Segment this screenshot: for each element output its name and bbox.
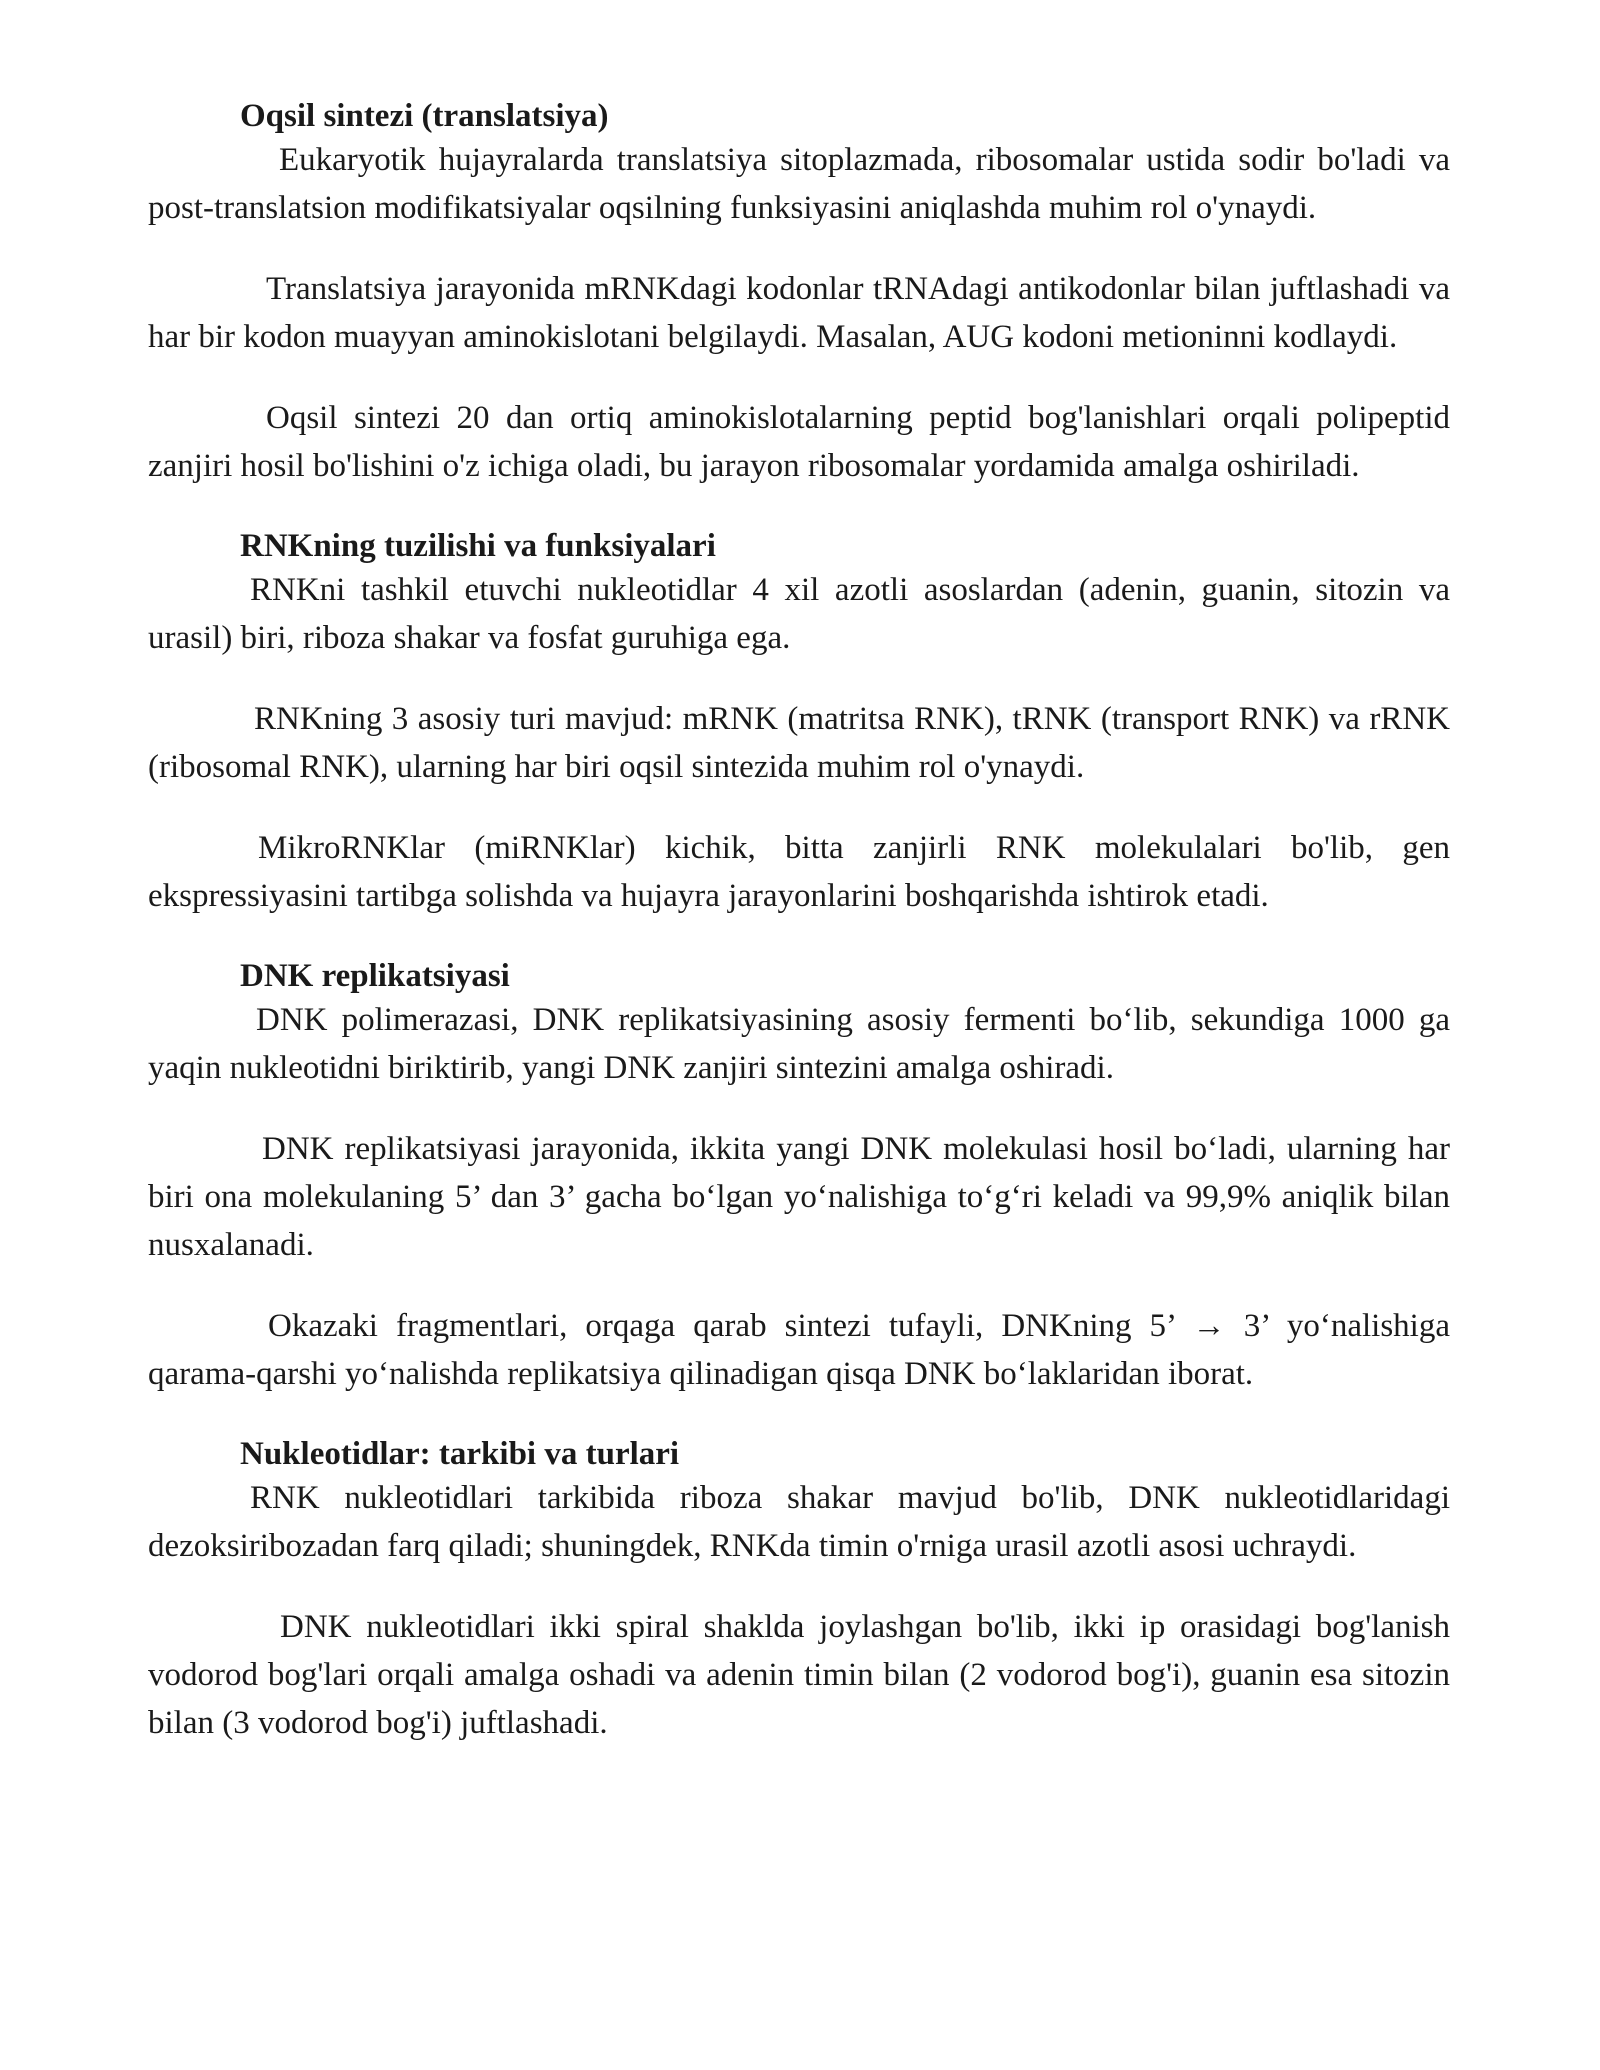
- section-heading: RNKning tuzilishi va funksiyalari: [240, 528, 716, 564]
- paragraph: Translatsiya jarayonida mRNKdagi kodonlar tRNAdagi antikodonlar bilan juftlashadi va har bir kodon muayyan aminokislotani belgilaydi. Masalan, AUG kodoni metioninni kodlaydi.: [148, 271, 1450, 355]
- paragraph: Eukaryotik hujayralarda translatsiya sitoplazmada, ribosomalar ustida sodir bo'ladi va post-translatsion modifikatsiyalar oqsilning funksiyasini aniqlashda muhim rol o'ynaydi.: [148, 142, 1450, 226]
- paragraph: RNKni tashkil etuvchi nukleotidlar 4 xil azotli asoslardan (adenin, guanin, sitozin va urasil) biri, riboza shakar va fosfat guruhiga ega.: [148, 572, 1450, 656]
- section-heading: DNK replikatsiyasi: [240, 958, 510, 994]
- section-translation: [148, 96, 1450, 490]
- paragraph: RNK nukleotidlari tarkibida riboza shakar mavjud bo'lib, DNK nukleotidlaridagi dezoksiribozadan farq qiladi; shuningdek, RNKda timin o'rniga urasil azotli asosi uchraydi.: [148, 1480, 1450, 1564]
- paragraph: Oqsil sintezi 20 dan ortiq aminokislotalarning peptid bog'lanishlari orqali polipeptid zanjiri hosil bo'lishini o'z ichiga oladi, bu jarayon ribosomalar yordamida amalga oshiriladi.: [148, 400, 1450, 484]
- section-heading: Oqsil sintezi (translatsiya): [240, 98, 609, 134]
- paragraph: RNKning 3 asosiy turi mavjud: mRNK (matritsa RNK), tRNK (transport RNK) va rRNK (ribosomal RNK), ularning har biri oqsil sintezida muhim rol o'ynaydi.: [148, 701, 1450, 785]
- paragraph: DNK polimerazasi, DNK replikatsiyasining asosiy fermenti boʻlib, sekundiga 1000 ga yaqin nukleotidni biriktirib, yangi DNK zanjiri sintezini amalga oshiradi.: [148, 1002, 1450, 1086]
- paragraph: MikroRNKlar (miRNKlar) kichik, bitta zanjirli RNK molekulalari bo'lib, gen ekspressiyasini tartibga solishda va hujayra jarayonlarini boshqarishda ishtirok etadi.: [148, 830, 1450, 914]
- paragraph: DNK nukleotidlari ikki spiral shaklda joylashgan bo'lib, ikki ip orasidagi bog'lanish vodorod bog'lari orqali amalga oshadi va adenin timin bilan (2 vodorod bog'i), guanin esa sitozin bilan (3 vodorod bog'i) juftlashadi.: [148, 1609, 1450, 1741]
- paragraph: Okazaki fragmentlari, orqaga qarab sintezi tufayli, DNKning 5’ → 3’ yoʻnalishiga qarama-qarshi yoʻnalishda replikatsiya qilinadigan qisqa DNK boʻlaklaridan iborat.: [148, 1308, 1450, 1392]
- document-page: [148, 96, 1450, 1747]
- section-dna-replication: [148, 956, 1450, 1398]
- section-nucleotides: [148, 1434, 1450, 1747]
- section-heading: Nukleotidlar: tarkibi va turlari: [240, 1436, 680, 1472]
- paragraph: DNK replikatsiyasi jarayonida, ikkita yangi DNK molekulasi hosil boʻladi, ularning har biri ona molekulaning 5’ dan 3’ gacha boʻlgan yoʻnalishiga toʻgʻri keladi va 99,9% aniqlik bilan nusxalanadi.: [148, 1131, 1450, 1263]
- section-rna-structure: [148, 526, 1450, 920]
